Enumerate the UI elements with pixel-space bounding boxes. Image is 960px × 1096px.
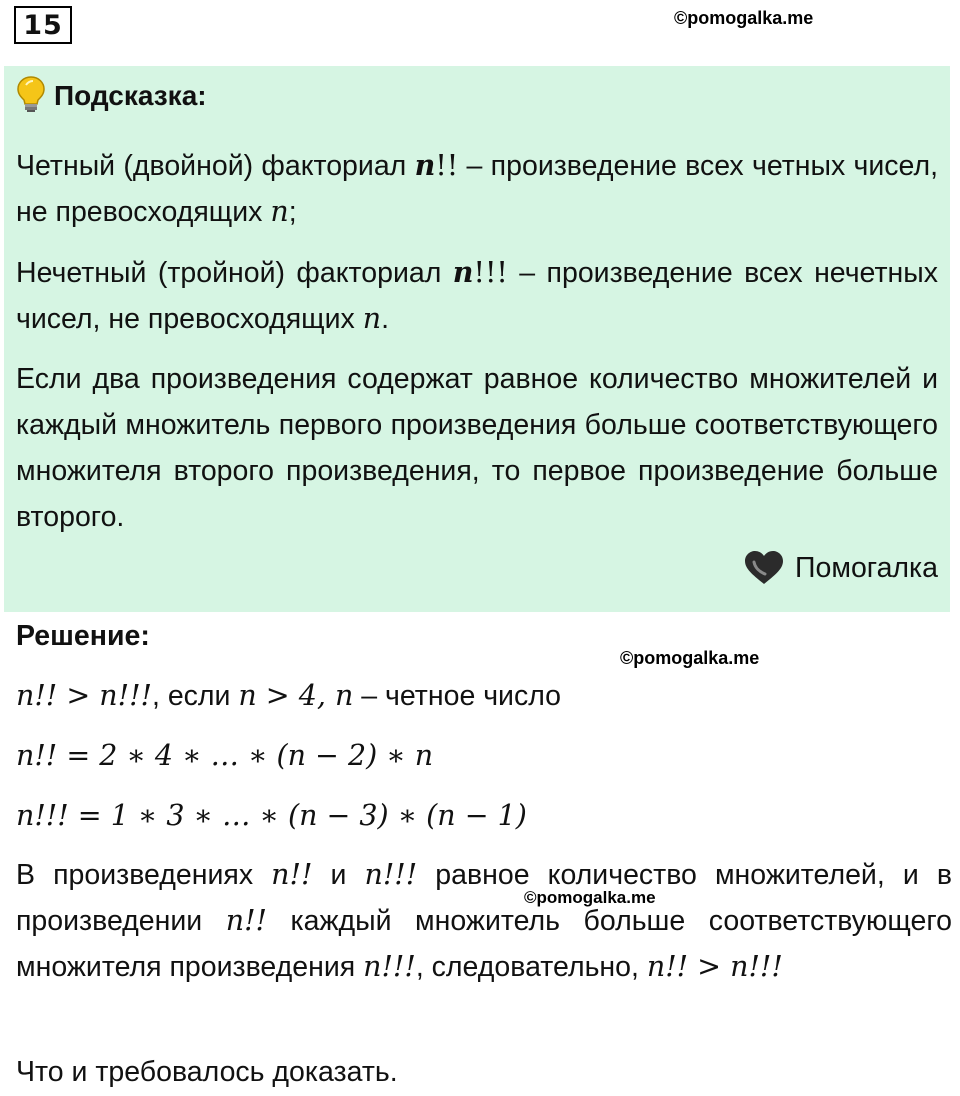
concl-d: каждый множитель больше соответствующего множителя произведения [16,905,952,983]
hint-header [16,76,938,116]
watermark-conclusion: ©pomogalka.me [524,888,656,907]
hint-paragraph-odd-factorial [16,249,938,342]
concl-m3: n!! [225,904,267,937]
hint-paragraph-rule: Если два произведения содержат равное количество множителей и каждый множитель первого произведения больше соответствующего множителя второго произведения, то первое произведение больше второго. [16,363,938,533]
p2-var2: n [362,302,382,335]
lightbulb-icon [16,75,46,118]
hint-paragraph-even-factorial [16,142,938,235]
solution-title: Решение: [16,620,150,652]
concl-b: и [312,859,365,891]
problem-number: 15 [14,6,72,44]
triple-factorial-formula: n!!! = 1 ∗ 3 ∗ … ∗ (n − 3) ∗ (n − 1) [16,799,527,832]
concl-m4: n!!! [363,950,416,983]
p1-var2: n [270,195,289,228]
p2-end: . [381,303,389,335]
solution-header [16,614,952,658]
concl-m2: n!!! [364,858,418,891]
p2-var: n [452,255,474,289]
statement-line [16,676,561,716]
concl-m1: n!! [271,858,313,891]
final-statement: Что и требовалось доказать. [16,1056,398,1088]
line1-text-b: – четное число [353,680,562,712]
line1-math2: n > 4, n [238,679,354,712]
watermark-solution: ©pomogalka.me [620,648,760,668]
p2-bang: !!! [473,256,508,289]
concl-c: равное количество множителей, и в произведении [16,859,952,937]
brand [743,550,938,586]
heart-icon [743,550,785,586]
p1-var: n [414,148,436,182]
p1-end: ; [288,196,297,228]
p2-text-b: – произведение всех нечетных чисел, не превосходящих [16,257,938,335]
concl-e: , следовательно, [415,951,647,983]
hint-title: Подсказка: [54,80,207,111]
conclusion-paragraph [16,852,952,990]
p1-text-b: – произведение всех четных чисел, не превосходящих [16,150,939,228]
p1-text-a: Четный (двойной) факториал [16,150,415,182]
double-factorial-formula: n!! = 2 ∗ 4 ∗ … ∗ (n − 2) ∗ n [16,739,434,772]
line1-text-a: , если [151,680,239,712]
p1-bang: !! [435,149,459,182]
watermark: ©pomogalka.me [674,8,814,28]
concl-m5: n!! > n!!! [646,950,783,983]
brand-name: Помогалка [795,551,938,584]
hint-box [4,66,950,612]
line1-math: n!! > n!!! [16,679,152,712]
concl-a: В произведениях [16,859,272,891]
p2-text-a: Нечетный (тройной) факториал [16,257,453,289]
